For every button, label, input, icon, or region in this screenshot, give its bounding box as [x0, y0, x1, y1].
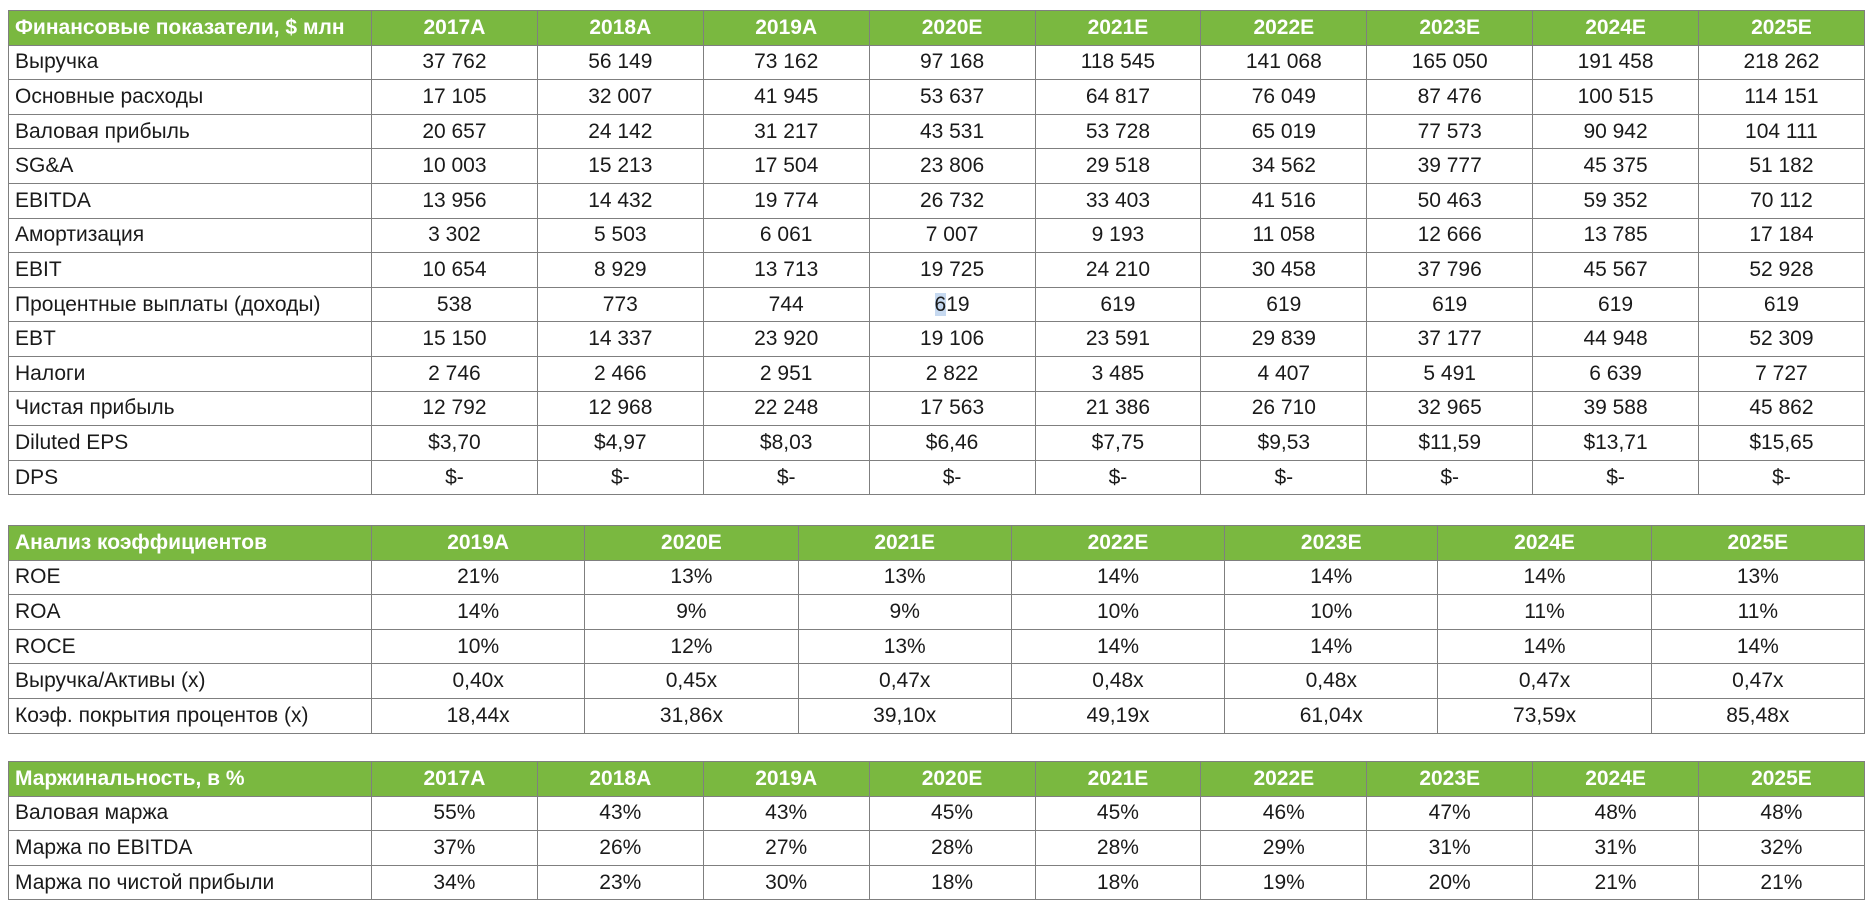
table-cell[interactable]: 2 746 [372, 356, 538, 391]
table-cell[interactable]: 32 007 [537, 80, 703, 115]
table-cell[interactable]: 118 545 [1035, 45, 1201, 80]
column-header-2023E: 2023E [1225, 526, 1438, 561]
table-cell[interactable]: 31% [1367, 831, 1533, 866]
table-cell[interactable]: 49,19x [1011, 698, 1224, 733]
row-label[interactable]: Выручка/Активы (x) [9, 664, 372, 699]
table-cell[interactable]: 14% [1225, 629, 1438, 664]
table-cell[interactable]: 744 [703, 287, 869, 322]
row-label[interactable]: Diluted EPS [9, 426, 372, 461]
table-cell[interactable]: $6,46 [869, 426, 1035, 461]
table-cell[interactable]: 10 654 [372, 253, 538, 288]
row-label[interactable]: ROCE [9, 629, 372, 664]
table-cell[interactable]: 619 [1367, 287, 1533, 322]
table-cell[interactable]: 15 150 [372, 322, 538, 357]
table-cell[interactable]: 17 504 [703, 149, 869, 184]
table-row [9, 698, 1865, 733]
margins-table [8, 761, 1865, 900]
table-cell[interactable]: 33 403 [1035, 183, 1201, 218]
text-selection: 6 [934, 292, 947, 316]
table-cell[interactable]: 100 515 [1533, 80, 1699, 115]
table-cell[interactable]: 19 725 [869, 253, 1035, 288]
row-label[interactable]: Основные расходы [9, 80, 372, 115]
table-cell[interactable]: 18,44x [372, 698, 585, 733]
column-header-2017A: 2017A [372, 11, 538, 46]
table-row [9, 560, 1865, 595]
table-cell[interactable]: 39 588 [1533, 391, 1699, 426]
table-cell[interactable]: 30% [703, 865, 869, 900]
row-label[interactable]: Процентные выплаты (доходы) [9, 287, 372, 322]
row-label[interactable]: EBITDA [9, 183, 372, 218]
table-cell[interactable]: 37 796 [1367, 253, 1533, 288]
table-cell[interactable]: 191 458 [1533, 45, 1699, 80]
table-cell[interactable]: $- [703, 460, 869, 495]
table-cell[interactable]: 45% [1035, 796, 1201, 831]
table-cell[interactable]: 18% [869, 865, 1035, 900]
table-cell[interactable]: 24 210 [1035, 253, 1201, 288]
table-cell[interactable]: $13,71 [1533, 426, 1699, 461]
table-cell[interactable]: $- [869, 460, 1035, 495]
column-header-2025E: 2025E [1699, 762, 1865, 797]
margins-header-row [9, 762, 1865, 797]
table-cell[interactable]: 26% [537, 831, 703, 866]
table-cell[interactable]: 14 432 [537, 183, 703, 218]
table-cell[interactable]: 21 386 [1035, 391, 1201, 426]
table-cell[interactable]: 43 531 [869, 114, 1035, 149]
column-header-2020E: 2020E [585, 526, 798, 561]
table-cell[interactable]: 0,48x [1011, 664, 1224, 699]
column-header-2022E: 2022E [1011, 526, 1224, 561]
table-cell[interactable]: 11% [1438, 595, 1651, 630]
column-header-2017A: 2017A [372, 762, 538, 797]
table-cell[interactable]: 17 563 [869, 391, 1035, 426]
table-cell[interactable]: 104 111 [1699, 114, 1865, 149]
row-label[interactable]: Выручка [9, 45, 372, 80]
table-row [9, 595, 1865, 630]
table-cell[interactable]: 37 177 [1367, 322, 1533, 357]
table-cell[interactable]: 41 516 [1201, 183, 1367, 218]
table-cell[interactable]: 14% [1225, 560, 1438, 595]
table-cell[interactable]: 48% [1533, 796, 1699, 831]
table-cell[interactable]: 43% [537, 796, 703, 831]
table-cell[interactable]: 43% [703, 796, 869, 831]
column-header-2022E: 2022E [1201, 762, 1367, 797]
table-cell[interactable]: 9% [798, 595, 1011, 630]
table-cell[interactable]: 64 817 [1035, 80, 1201, 115]
table-cell[interactable]: 5 491 [1367, 356, 1533, 391]
table-cell[interactable]: 34 562 [1201, 149, 1367, 184]
table-cell[interactable]: 39 777 [1367, 149, 1533, 184]
table-cell[interactable]: 9 193 [1035, 218, 1201, 253]
column-header-2018A: 2018A [537, 762, 703, 797]
table-row [9, 253, 1865, 288]
table-cell[interactable]: 32 965 [1367, 391, 1533, 426]
row-label[interactable]: EBIT [9, 253, 372, 288]
table-row [9, 322, 1865, 357]
table-cell[interactable]: 14% [1438, 560, 1651, 595]
table-cell[interactable]: 11% [1651, 595, 1864, 630]
table-cell[interactable]: 19 774 [703, 183, 869, 218]
table-cell[interactable]: 13% [798, 560, 1011, 595]
table-cell[interactable]: 2 951 [703, 356, 869, 391]
table-cell[interactable]: 14 337 [537, 322, 703, 357]
column-header-2024E: 2024E [1533, 762, 1699, 797]
table-cell[interactable]: 37 762 [372, 45, 538, 80]
table-row [9, 865, 1865, 900]
table-row [9, 391, 1865, 426]
table-cell[interactable]: 15 213 [537, 149, 703, 184]
row-label[interactable]: DPS [9, 460, 372, 495]
table-cell[interactable]: 0,47x [798, 664, 1011, 699]
column-header-2020E: 2020E [869, 762, 1035, 797]
table-cell[interactable]: 7 727 [1699, 356, 1865, 391]
table-cell[interactable]: 44 948 [1533, 322, 1699, 357]
table-cell[interactable]: 45% [869, 796, 1035, 831]
table-cell[interactable]: 0,47x [1438, 664, 1651, 699]
table-row [9, 796, 1865, 831]
table-cell[interactable]: 52 928 [1699, 253, 1865, 288]
table-cell[interactable]: 85,48x [1651, 698, 1864, 733]
table-cell[interactable]: 10% [1225, 595, 1438, 630]
column-header-2021E: 2021E [798, 526, 1011, 561]
column-header-2024E: 2024E [1438, 526, 1651, 561]
table-cell[interactable]: 23 591 [1035, 322, 1201, 357]
table-cell[interactable]: $- [1699, 460, 1865, 495]
table-row [9, 183, 1865, 218]
table-cell[interactable]: 23 920 [703, 322, 869, 357]
row-label[interactable]: Валовая маржа [9, 796, 372, 831]
table-cell[interactable]: 12 968 [537, 391, 703, 426]
column-header-2021E: 2021E [1035, 11, 1201, 46]
table-row [9, 218, 1865, 253]
table-cell[interactable]: 21% [1699, 865, 1865, 900]
table-cell[interactable]: $3,70 [372, 426, 538, 461]
row-label[interactable]: Чистая прибыль [9, 391, 372, 426]
column-header-2019A: 2019A [703, 11, 869, 46]
table-cell[interactable]: 18% [1035, 865, 1201, 900]
table-row [9, 45, 1865, 80]
table-cell[interactable]: 45 862 [1699, 391, 1865, 426]
table-cell[interactable]: 23% [537, 865, 703, 900]
table-cell[interactable]: 76 049 [1201, 80, 1367, 115]
table-cell[interactable]: 61,04x [1225, 698, 1438, 733]
table-cell[interactable]: 30 458 [1201, 253, 1367, 288]
column-header-2023E: 2023E [1367, 11, 1533, 46]
table-cell[interactable]: 619 [1035, 287, 1201, 322]
column-header-2023E: 2023E [1367, 762, 1533, 797]
table-cell[interactable]: 538 [372, 287, 538, 322]
financials-title: Финансовые показатели, $ млн [9, 11, 372, 46]
financials-table [8, 10, 1865, 495]
row-label[interactable]: Амортизация [9, 218, 372, 253]
table-cell[interactable]: 73 162 [703, 45, 869, 80]
table-cell[interactable]: 3 485 [1035, 356, 1201, 391]
table-cell[interactable]: 9% [585, 595, 798, 630]
margins-title: Маржинальность, в % [9, 762, 372, 797]
table-cell[interactable]: 52 309 [1699, 322, 1865, 357]
row-label[interactable]: Коэф. покрытия процентов (x) [9, 698, 372, 733]
table-cell[interactable]: $- [537, 460, 703, 495]
table-cell[interactable]: 26 710 [1201, 391, 1367, 426]
table-row [9, 287, 1865, 322]
table-cell[interactable]: 34% [372, 865, 538, 900]
table-cell[interactable]: 12 666 [1367, 218, 1533, 253]
table-cell[interactable]: 7 007 [869, 218, 1035, 253]
table-cell[interactable]: 0,45x [585, 664, 798, 699]
table-row [9, 426, 1865, 461]
table-cell[interactable]: 65 019 [1201, 114, 1367, 149]
ratios-title: Анализ коэффициентов [9, 526, 372, 561]
row-label[interactable]: ROE [9, 560, 372, 595]
column-header-2021E: 2021E [1035, 762, 1201, 797]
row-label[interactable]: ROA [9, 595, 372, 630]
table-cell[interactable]: 14% [1438, 629, 1651, 664]
table-cell[interactable]: 50 463 [1367, 183, 1533, 218]
table-cell[interactable]: 14% [1651, 629, 1864, 664]
table-cell[interactable]: 32% [1699, 831, 1865, 866]
table-cell[interactable]: 6 639 [1533, 356, 1699, 391]
table-cell[interactable]: 3 302 [372, 218, 538, 253]
row-label[interactable]: Маржа по EBITDA [9, 831, 372, 866]
table-cell[interactable]: 31 217 [703, 114, 869, 149]
column-header-2019A: 2019A [372, 526, 585, 561]
table-cell[interactable]: 19 106 [869, 322, 1035, 357]
table-cell[interactable]: 141 068 [1201, 45, 1367, 80]
table-cell[interactable]: 114 151 [1699, 80, 1865, 115]
table-cell[interactable]: 87 476 [1367, 80, 1533, 115]
table-cell[interactable]: 0,40x [372, 664, 585, 699]
table-row [9, 356, 1865, 391]
table-cell[interactable]: 21% [1533, 865, 1699, 900]
table-cell[interactable]: 27% [703, 831, 869, 866]
table-cell[interactable]: 12 792 [372, 391, 538, 426]
table-cell[interactable]: 21% [372, 560, 585, 595]
table-cell[interactable]: 17 105 [372, 80, 538, 115]
table-cell[interactable]: 165 050 [1367, 45, 1533, 80]
table-cell[interactable]: 619 [1533, 287, 1699, 322]
column-header-2025E: 2025E [1699, 11, 1865, 46]
table-cell[interactable]: 11 058 [1201, 218, 1367, 253]
table-cell[interactable]: 2 822 [869, 356, 1035, 391]
table-cell[interactable]: $9,53 [1201, 426, 1367, 461]
table-cell[interactable]: 2 466 [537, 356, 703, 391]
table-cell[interactable]: 59 352 [1533, 183, 1699, 218]
column-header-2022E: 2022E [1201, 11, 1367, 46]
row-label[interactable]: EBT [9, 322, 372, 357]
table-cell[interactable]: 45 567 [1533, 253, 1699, 288]
table-cell[interactable]: 14% [372, 595, 585, 630]
table-cell[interactable]: 46% [1201, 796, 1367, 831]
table-cell[interactable]: 29 839 [1201, 322, 1367, 357]
table-cell[interactable]: 53 637 [869, 80, 1035, 115]
table-cell[interactable]: $- [1035, 460, 1201, 495]
table-cell[interactable]: $4,97 [537, 426, 703, 461]
table-cell[interactable]: 19% [1201, 865, 1367, 900]
table-cell[interactable]: $- [1367, 460, 1533, 495]
table-cell[interactable]: 20% [1367, 865, 1533, 900]
table-row [9, 114, 1865, 149]
table-cell[interactable]: 28% [869, 831, 1035, 866]
column-header-2020E: 2020E [869, 11, 1035, 46]
table-cell[interactable]: 12% [585, 629, 798, 664]
row-label[interactable]: Налоги [9, 356, 372, 391]
table-row [9, 831, 1865, 866]
table-cell[interactable]: 39,10x [798, 698, 1011, 733]
table-cell[interactable]: 23 806 [869, 149, 1035, 184]
table-cell[interactable]: 26 732 [869, 183, 1035, 218]
column-header-2018A: 2018A [537, 11, 703, 46]
table-cell[interactable]: 56 149 [537, 45, 703, 80]
table-cell[interactable]: 97 168 [869, 45, 1035, 80]
table-cell[interactable]: 13 785 [1533, 218, 1699, 253]
row-label[interactable]: SG&A [9, 149, 372, 184]
table-cell[interactable]: 619 [1699, 287, 1865, 322]
table-cell[interactable]: 218 262 [1699, 45, 1865, 80]
table-cell[interactable]: $- [372, 460, 538, 495]
table-cell[interactable]: 773 [537, 287, 703, 322]
table-cell[interactable]: 619 [869, 287, 1035, 322]
table-cell[interactable]: 29% [1201, 831, 1367, 866]
table-cell[interactable]: 55% [372, 796, 538, 831]
table-cell[interactable]: $15,65 [1699, 426, 1865, 461]
table-cell[interactable]: 8 929 [537, 253, 703, 288]
table-cell[interactable]: 17 184 [1699, 218, 1865, 253]
table-cell[interactable]: 10% [1011, 595, 1224, 630]
column-header-2019A: 2019A [703, 762, 869, 797]
row-label[interactable]: Валовая прибыль [9, 114, 372, 149]
table-cell[interactable]: 10% [372, 629, 585, 664]
table-cell[interactable]: 13 956 [372, 183, 538, 218]
table-row [9, 460, 1865, 495]
table-cell[interactable]: 31% [1533, 831, 1699, 866]
table-cell[interactable]: 619 [1201, 287, 1367, 322]
table-cell[interactable]: 37% [372, 831, 538, 866]
table-cell[interactable]: 48% [1699, 796, 1865, 831]
ratios-table [8, 525, 1865, 734]
table-cell[interactable]: 24 142 [537, 114, 703, 149]
table-cell[interactable]: 20 657 [372, 114, 538, 149]
column-header-2024E: 2024E [1533, 11, 1699, 46]
table-cell[interactable]: 29 518 [1035, 149, 1201, 184]
table-cell[interactable]: 6 061 [703, 218, 869, 253]
table-cell[interactable]: 13 713 [703, 253, 869, 288]
table-cell[interactable]: 70 112 [1699, 183, 1865, 218]
table-cell[interactable]: $7,75 [1035, 426, 1201, 461]
table-row [9, 629, 1865, 664]
ratios-header-row [9, 526, 1865, 561]
table-cell[interactable]: 0,48x [1225, 664, 1438, 699]
table-cell[interactable]: $11,59 [1367, 426, 1533, 461]
table-cell[interactable]: 0,47x [1651, 664, 1864, 699]
table-row [9, 664, 1865, 699]
table-cell[interactable]: 31,86x [585, 698, 798, 733]
table-cell[interactable]: 47% [1367, 796, 1533, 831]
row-label[interactable]: Маржа по чистой прибыли [9, 865, 372, 900]
table-cell[interactable]: 13% [798, 629, 1011, 664]
table-cell[interactable]: 10 003 [372, 149, 538, 184]
table-cell[interactable]: 13% [1651, 560, 1864, 595]
table-row [9, 80, 1865, 115]
table-cell[interactable]: 45 375 [1533, 149, 1699, 184]
table-cell[interactable]: 90 942 [1533, 114, 1699, 149]
table-cell[interactable]: 77 573 [1367, 114, 1533, 149]
table-cell[interactable]: 14% [1011, 560, 1224, 595]
table-row [9, 149, 1865, 184]
table-cell[interactable]: 53 728 [1035, 114, 1201, 149]
table-cell[interactable]: 41 945 [703, 80, 869, 115]
table-cell[interactable]: 22 248 [703, 391, 869, 426]
table-cell[interactable]: $8,03 [703, 426, 869, 461]
table-cell[interactable]: 28% [1035, 831, 1201, 866]
table-cell[interactable]: 4 407 [1201, 356, 1367, 391]
table-cell[interactable]: $- [1201, 460, 1367, 495]
financials-header-row [9, 11, 1865, 46]
column-header-2025E: 2025E [1651, 526, 1864, 561]
table-cell[interactable]: 13% [585, 560, 798, 595]
table-cell[interactable]: 5 503 [537, 218, 703, 253]
table-cell[interactable]: 73,59x [1438, 698, 1651, 733]
table-cell[interactable]: 14% [1011, 629, 1224, 664]
table-cell[interactable]: 51 182 [1699, 149, 1865, 184]
table-cell[interactable]: $- [1533, 460, 1699, 495]
